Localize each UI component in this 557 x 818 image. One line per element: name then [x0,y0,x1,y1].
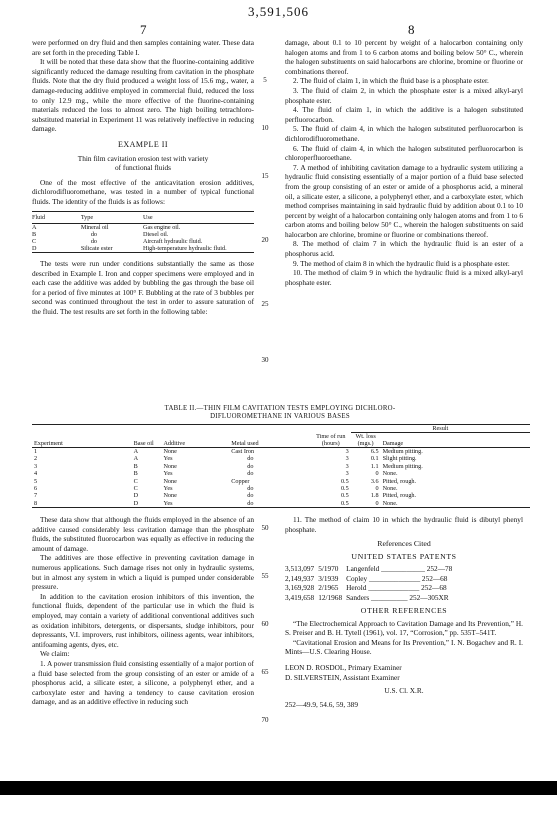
paragraph: It will be noted that these data show that the fluorine-containing additive significantly reduced the damage resulting from cavitation in the phosphate fluids. Note that the dry fluid produced a weight loss of 15.6 mg., water, a damage-reducing additive employed in commercial fluid, reduced the loss to only 12.9 mg., while the more effective of the fluorine-containing materials reduced the loss to almost zero. The high boiling tetrachloro-substituted material in Experiment 11 was relatively ineffective in reducing damage. [32,57,254,134]
reference: “The Electrochemical Approach to Cavitation Damage and Its Prevention,” H. S. Preiser and B. H. Tytell (1961), vol. 17, “Corrosion,” pp. 535T–541T. [285,618,523,638]
claim: 7. A method of inhibiting cavitation damage to a hydraulic system utilizing a hydraulic fluid consisting essentially of a major portion of a fluid base selected from the group consisting of an ester or amide of a phosphorus acid, a mineral oil, a silicate ester, a silicone, a polyphenyl ether, and a carboxylate ester, which method comprises maintaining in said hydraulic fluid by addition about 0.1 to 10 percent by weight of a halocarbon containing only halogen atoms and from 1 to 6 carbon atoms and boiling below 50° C., wherein the halogen substituents on said halocarbon are chlorine, bromine or fluorine or combinations thereof. [285,162,523,239]
cavitation-results-table [32,424,530,508]
line-number: 65 [261,668,269,676]
other-references-heading: OTHER REFERENCES [360,606,448,615]
table-row: 5 C None Copper 0.5 3.6 Pitted, rough. [34,477,417,485]
paragraph: The tests were run under conditions substantially the same as those described in Example I. Iron and copper specimens were employed and in each case the additive was added by bubbling the gas through the base oil for a period of five minutes at 100° F. Bubbling at the rate of 3 bubbles per second was continued throughout the test in order to assure saturation of the fluid. The test results are set forth in the following table: [32,259,254,317]
example-subtitle: of functional fluids [115,163,171,173]
us-patents-heading: UNITED STATES PATENTS [351,551,457,561]
table-row: 6 C Yes do 0.5 0 None. [34,485,398,493]
column-header: Damage [381,433,530,448]
patent-list [285,564,456,602]
claim: 4. The fluid of claim 1, in which the additive is a halogen substituted perfluorocarbon. [285,105,523,124]
primary-examiner: LEON D. ROSDOL, Primary Examiner [285,662,402,672]
fluid-table [32,211,254,254]
table-row: D Silicate ester High-temperature hydraulic fluid. [32,245,254,253]
line-number: 30 [261,356,269,364]
paragraph: damage, about 0.1 to 10 percent by weight of a halocarbon containing only halogen atoms and from 1 to 6 carbon atoms and boiling below 50° C., wherein the halogen substituents on said halocarbons are chlorine, bromine or fluorine or combinations thereof. [285,38,523,76]
claims-intro: We claim: [40,649,70,659]
reference: “Cavitational Erosion and Means for Its Prevention,” I. N. Bogachev and R. I. Mints—U.S. Clearing House. [285,637,523,657]
line-number: 50 [261,524,269,532]
table-header: Fluid [32,211,81,224]
claim: 11. The method of claim 10 in which the hydraulic fluid is dibutyl phenyl phosphate. [285,515,523,534]
references-heading: References Cited [377,539,431,549]
result-header: Result [351,425,530,433]
list-item: 3,169,928 2/1965 Herold ______________ 252—68 [285,583,447,593]
right-column-number: 8 [408,22,415,37]
column-header: Time of run (hours) [311,433,351,448]
column-header: Base oil [132,433,162,448]
line-number: 20 [261,236,269,244]
list-item: 2,149,937 3/1939 Copley ______________ 252—68 [285,573,448,583]
table-row: 2 A Yes do 3 0.1 Slight pitting. [34,455,417,463]
paragraph: In addition to the cavitation erosion inhibitors of this invention, the functional fluids, dependent of the particular use in which the fluid is employed, may contain a variety of additional conventional additives such as oxidation inhibitors, detergents, or dispersants, sludge inhibitors, pour depressants, V.I. improvers, rust inhibitors, oiliness agents, wear inhibitors, antifoaming agents, dyes, etc. [32,591,254,649]
paragraph: The additives are those effective in preventing cavitation damage in numerous applications. Such damage rises not only in hydraulic systems, but in almost any system in which a liquid is pumped under considerable pressure. [32,553,254,592]
column-header: Wt. loss (mgs.) [351,433,381,448]
table-header: Use [143,211,254,224]
column-header: Additive [161,433,211,448]
table-row: 1 A None Cast Iron 3 6.5 Medium pitting. [34,448,423,455]
example-heading: EXAMPLE II [117,139,169,149]
line-number: 70 [261,716,269,724]
claim: 5. The fluid of claim 4, in which the halogen substituted perfluorocarbon is dichlorodifluoromethane. [285,124,523,143]
example-subtitle: Thin film cavitation erosion test with variety [77,153,209,163]
us-cl-heading: U.S. Cl. X.R. [384,686,424,696]
table-row: A Mineral oil Gas engine oil. [32,224,181,232]
table-header: Type [81,211,143,224]
column-header: Metal used [211,433,311,448]
table-row: 4 B Yes do 3 0 None. [34,470,398,478]
assistant-examiner: D. SILVERSTEIN, Assistant Examiner [285,672,400,682]
us-cl-values: 252—49.9, 54.6, 59, 389 [285,699,358,709]
table-row: C do Aircraft hydraulic fluid. [32,238,203,246]
paragraph: These data show that although the fluids employed in the absence of an additive caused considerably less cavitation damage than the phosphate fluids, the substituted fluorocarbon was equally as effective in reducing the amount of damage. [32,515,254,553]
line-number: 15 [261,172,269,180]
right-column-lower [285,515,523,709]
claim: 1. A power transmission fluid consisting essentially of a major portion of a fluid base selected from the group consisting of an ester or amide of a phosphorus acid, a silicate ester, a silicone, a polyphenyl ether, and a carboxylate ester and having a tendency to cause cavitation erosion damage, and as an additive effective in reducing such [32,658,254,707]
left-column-lower [32,515,254,707]
line-number: 55 [261,572,269,580]
table-row: B do Diesel oil. [32,231,169,239]
line-number: 60 [261,620,269,628]
table-caption: TABLE II.—THIN FILM CAVITATION TESTS EMPLOYING DICHLORO- DIFLUOROMETHANE IN VARIOUS BASES [164,405,396,420]
list-item: 3,419,658 12/1968 Sanders __________ 252—305XR [285,592,449,602]
claim: 9. The method of claim 8 in which the hydraulic fluid is a phosphate ester. [293,258,510,268]
left-column-upper [32,38,254,317]
line-number: 5 [263,76,267,84]
claim: 6. The fluid of claim 4, in which the halogen substituted perfluorocarbon is chloroperfluoroethane. [285,143,523,163]
claim: 2. The fluid of claim 1, in which the fluid base is a phosphate ester. [293,76,489,86]
claim: 10. The method of claim 9 in which the hydraulic fluid is a mixed alkyl-aryl phosphate ester. [285,268,523,287]
table-row: 8 D Yes do 0.5 0 None. [32,500,530,508]
claim: 8. The method of claim 7 in which the hydraulic fluid is an ester of a phosphorus acid. [285,239,523,259]
paragraph: were performed on dry fluid and then samples containing water. These data are set forth in the preceding Table I. [32,38,254,57]
left-column-number: 7 [140,22,147,37]
paragraph: One of the most effective of the anticavitation erosion additives, dichlorodifluoromethane, was tested in a number of typical functional fluids. The identity of the fluids is as follows: [32,177,254,206]
table-row: 7 D None do 0.5 1.8 Pitted, rough. [34,492,417,500]
scan-edge-bar [0,781,557,795]
list-item: 3,513,097 5/1970 Langenfeld ____________ 252—78 [285,564,453,574]
patent-number: 3,591,506 [248,4,309,19]
line-number: 10 [261,124,269,132]
column-header: Experiment [32,433,132,448]
line-number: 25 [261,300,269,308]
right-column-upper [285,38,523,287]
table-row: 3 B None do 3 1.1 Medium pitting. [34,462,423,470]
claim: 3. The fluid of claim 2, in which the phosphate ester is a mixed alkyl-aryl phosphate ester. [285,85,523,105]
